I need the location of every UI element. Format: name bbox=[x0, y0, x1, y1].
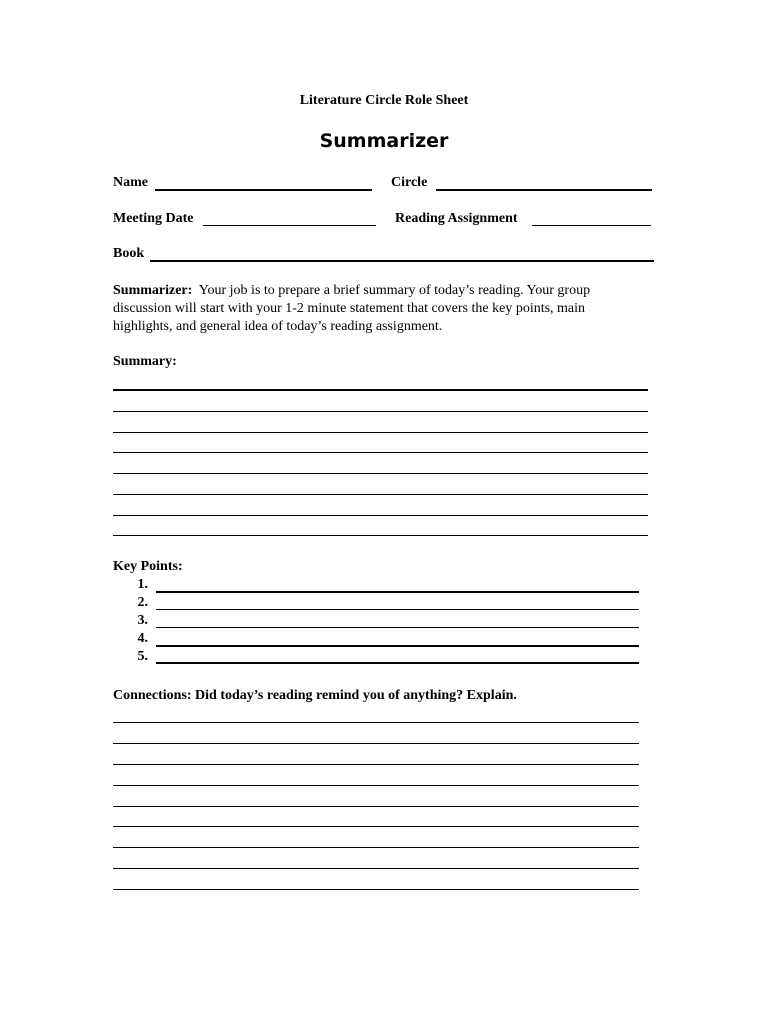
connections-label: Connections: Did today’s reading remind you of anything? Explain. bbox=[113, 688, 517, 703]
meeting-date-label: Meeting Date bbox=[113, 211, 194, 226]
key-point-number: 2. bbox=[137, 595, 148, 610]
key-point-line-5[interactable] bbox=[156, 662, 639, 664]
key-point-number: 4. bbox=[137, 631, 148, 646]
connections-line-1[interactable] bbox=[113, 722, 639, 723]
book-field[interactable] bbox=[150, 260, 654, 262]
summary-line-3[interactable] bbox=[113, 432, 648, 433]
role-instructions bbox=[113, 282, 643, 336]
circle-field[interactable] bbox=[436, 189, 652, 191]
summary-line-8[interactable] bbox=[113, 535, 648, 536]
summary-line-6[interactable] bbox=[113, 494, 648, 495]
connections-line-7[interactable] bbox=[113, 847, 639, 848]
key-point-number: 3. bbox=[137, 613, 148, 628]
key-point-line-1[interactable] bbox=[156, 591, 639, 593]
summary-line-4[interactable] bbox=[113, 452, 648, 453]
summary-line-7[interactable] bbox=[113, 515, 648, 516]
name-field[interactable] bbox=[155, 189, 372, 191]
key-points-label: Key Points: bbox=[113, 559, 183, 574]
meeting-date-field[interactable] bbox=[203, 225, 376, 226]
connections-line-9[interactable] bbox=[113, 889, 639, 890]
key-point-number: 1. bbox=[137, 577, 148, 592]
connections-line-3[interactable] bbox=[113, 764, 639, 765]
reading-assignment-field[interactable] bbox=[532, 225, 651, 226]
role-heading: Summarizer bbox=[319, 130, 449, 152]
book-label: Book bbox=[113, 246, 145, 261]
key-point-line-4[interactable] bbox=[156, 645, 639, 647]
key-point-line-2[interactable] bbox=[156, 609, 639, 610]
connections-line-2[interactable] bbox=[113, 743, 639, 744]
circle-label: Circle bbox=[391, 175, 428, 190]
key-point-line-3[interactable] bbox=[156, 627, 639, 628]
connections-line-5[interactable] bbox=[113, 806, 639, 807]
instructions-text: Your job is to prepare a brief summary of today’s reading. Your group discussion will start with your 1-2 minute statement that covers the key points, main highlights, and general idea of today’s reading assignment. bbox=[113, 283, 591, 334]
reading-assignment-label: Reading Assignment bbox=[395, 211, 518, 226]
summary-line-1[interactable] bbox=[113, 389, 648, 391]
summary-line-2[interactable] bbox=[113, 411, 648, 412]
sheet-title: Literature Circle Role Sheet bbox=[299, 93, 469, 108]
summary-line-5[interactable] bbox=[113, 473, 648, 474]
instructions-lead: Summarizer: bbox=[113, 283, 193, 298]
key-point-number: 5. bbox=[137, 649, 148, 664]
name-label: Name bbox=[113, 175, 148, 190]
connections-line-6[interactable] bbox=[113, 826, 639, 827]
connections-line-8[interactable] bbox=[113, 868, 639, 869]
summary-label: Summary: bbox=[113, 354, 177, 369]
connections-line-4[interactable] bbox=[113, 785, 639, 786]
